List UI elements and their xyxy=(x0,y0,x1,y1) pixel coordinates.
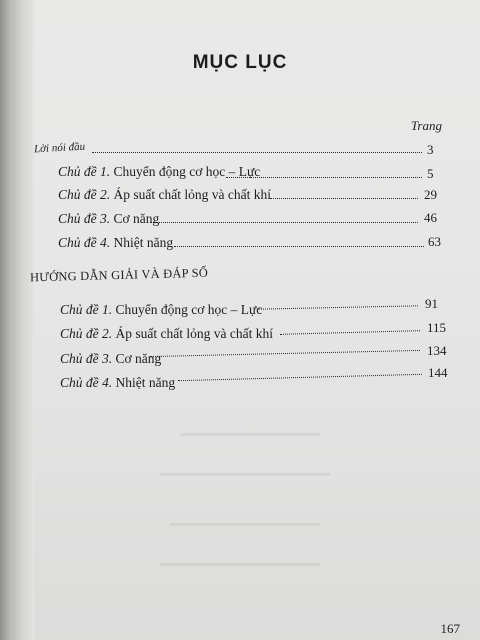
toc-page-number: 3 xyxy=(427,142,434,157)
toc-entry-label: Chủ đề 3. Cơ năng xyxy=(58,211,160,226)
toc-page-number: 144 xyxy=(428,365,448,380)
page-column-header: Trang xyxy=(410,118,442,133)
toc-entry-label: Chủ đề 3. Cơ năng xyxy=(60,351,162,366)
page-number-footer: 167 xyxy=(440,621,460,636)
toc-entry-label: Chủ đề 2. Áp suất chất lỏng và chất khí xyxy=(60,326,273,341)
leader-dots xyxy=(270,198,418,199)
toc-page-number: 63 xyxy=(428,234,441,249)
toc-entry-label: Chủ đề 4. Nhiệt năng xyxy=(60,375,176,390)
toc-page-number: 134 xyxy=(427,343,447,358)
leader-dots xyxy=(226,177,422,178)
toc-page-number: 115 xyxy=(427,320,447,335)
toc-entry-label: Chủ đề 1. Chuyển động cơ học – Lực xyxy=(60,302,263,317)
show-through: ▬▬▬▬▬▬▬▬▬▬▬▬▬▬▬ xyxy=(170,520,320,531)
toc-entry xyxy=(0,365,480,395)
toc-entry xyxy=(0,211,480,231)
leader-dots xyxy=(150,222,418,223)
leader-dots xyxy=(174,246,424,247)
leader-dots xyxy=(280,330,420,335)
toc-entry-label: Lời nói đầu xyxy=(33,140,86,156)
toc-entry-intro xyxy=(0,140,480,160)
leader-dots xyxy=(258,305,418,309)
toc-entry-label: Chủ đề 1. Chuyển động cơ học – Lực xyxy=(58,164,261,179)
toc-page-number: 91 xyxy=(425,296,438,311)
toc-entry xyxy=(0,164,480,184)
toc-page-number: 5 xyxy=(427,166,434,181)
show-through: ▬▬▬▬▬▬▬▬▬▬▬▬▬▬▬▬▬ xyxy=(160,470,330,481)
show-through: ▬▬▬▬▬▬▬▬▬▬▬▬▬▬▬▬ xyxy=(160,560,320,571)
page-title: MỤC LỤC xyxy=(192,52,288,73)
toc-entry xyxy=(0,235,480,255)
toc-entry xyxy=(0,296,480,322)
toc-page-number: 46 xyxy=(424,210,437,225)
toc-entry xyxy=(0,187,480,207)
leader-dots xyxy=(150,350,420,357)
toc-entry-label: Chủ đề 4. Nhiệt năng xyxy=(58,235,174,250)
section-heading: HƯỚNG DẪN GIẢI VÀ ĐÁP SỐ xyxy=(29,265,209,285)
leader-dots xyxy=(92,152,422,153)
toc-entry-label: Chủ đề 2. Áp suất chất lỏng và chất khí xyxy=(58,187,271,202)
leader-dots xyxy=(178,374,422,381)
toc-entry xyxy=(0,320,480,346)
toc-page-number: 29 xyxy=(424,187,437,202)
toc-entry xyxy=(0,343,480,371)
show-through: ▬▬▬▬▬▬▬▬▬▬▬▬▬▬ xyxy=(180,430,320,441)
